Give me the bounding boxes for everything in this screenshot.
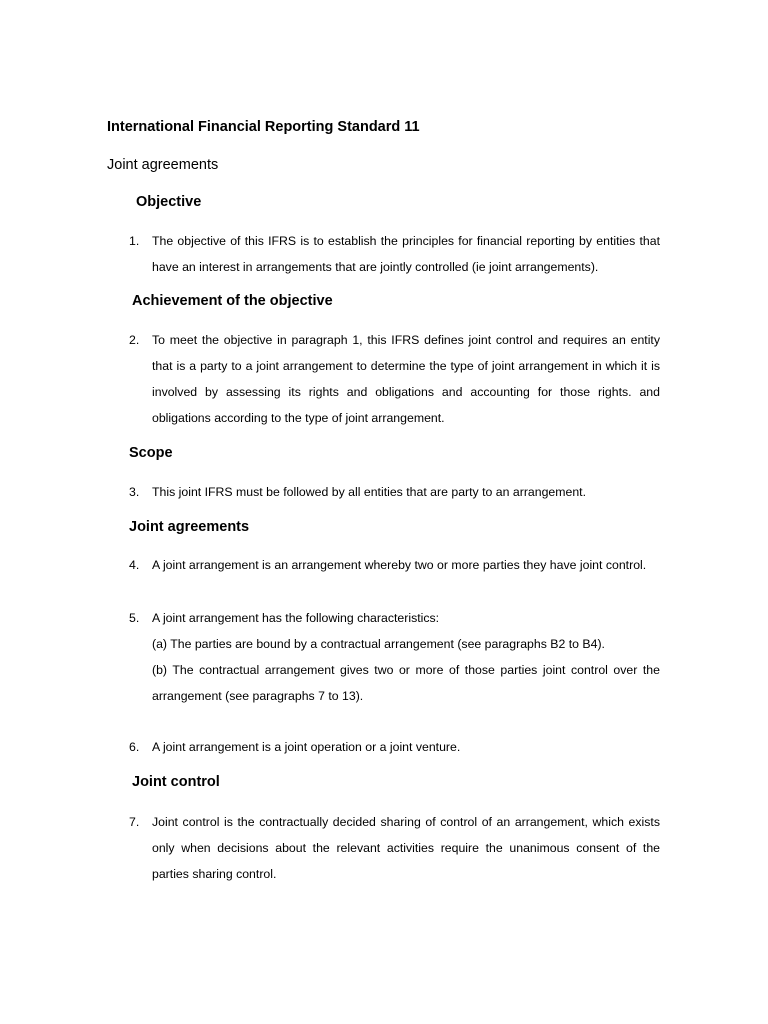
paragraph-text: Joint control is the contractually decided sharing of control of an arrangement, which exists only when decisions about the relevant activities require the unanimous consent of the parties sharing control. xyxy=(152,815,660,881)
document-subtitle: Joint agreements xyxy=(107,157,219,173)
heading-achievement: Achievement of the objective xyxy=(132,293,333,309)
paragraph-number: 5. xyxy=(129,611,140,625)
paragraph-number: 7. xyxy=(129,815,140,829)
paragraph-text: A joint arrangement is an arrangement whereby two or more parties they have joint control. xyxy=(152,558,647,572)
paragraph-number: 2. xyxy=(129,333,140,347)
document-title: International Financial Reporting Standard 11 xyxy=(107,119,420,135)
paragraph-1 xyxy=(129,228,660,280)
paragraph-number: 1. xyxy=(129,234,140,248)
paragraph-6 xyxy=(129,734,660,760)
paragraph-number: 4. xyxy=(129,558,140,572)
paragraph-subitem-b: (b) The contractual arrangement gives two or more of those parties joint control over the arrangement (see paragraphs 7 to 13). xyxy=(152,663,660,703)
heading-objective: Objective xyxy=(136,194,202,210)
heading-joint-control: Joint control xyxy=(132,774,220,790)
paragraph-4 xyxy=(129,552,660,578)
paragraph-text: The objective of this IFRS is to establish the principles for financial reporting by entities that have an interest in arrangements that are jointly controlled (ie joint arrangements). xyxy=(152,234,660,274)
paragraph-2 xyxy=(129,327,660,431)
paragraph-5 xyxy=(129,605,660,709)
heading-scope: Scope xyxy=(129,445,173,461)
paragraph-text: This joint IFRS must be followed by all entities that are party to an arrangement. xyxy=(152,485,587,499)
paragraph-text: To meet the objective in paragraph 1, this IFRS defines joint control and requires an entity that is a party to a joint arrangement to determine the type of joint arrangement in which it is involved by assessing its rights and obligations and accounting for those rights. and obligations according to the type of joint arrangement. xyxy=(152,333,660,425)
paragraph-text: A joint arrangement is a joint operation or a joint venture. xyxy=(152,740,461,754)
paragraph-number: 6. xyxy=(129,740,140,754)
heading-joint-agreements: Joint agreements xyxy=(129,519,250,535)
paragraph-3 xyxy=(129,479,660,505)
paragraph-number: 3. xyxy=(129,485,140,499)
paragraph-7 xyxy=(129,809,660,887)
paragraph-subitem-a: (a) The parties are bound by a contractual arrangement (see paragraphs B2 to B4). xyxy=(152,637,605,651)
paragraph-text: A joint arrangement has the following characteristics: xyxy=(152,611,440,625)
